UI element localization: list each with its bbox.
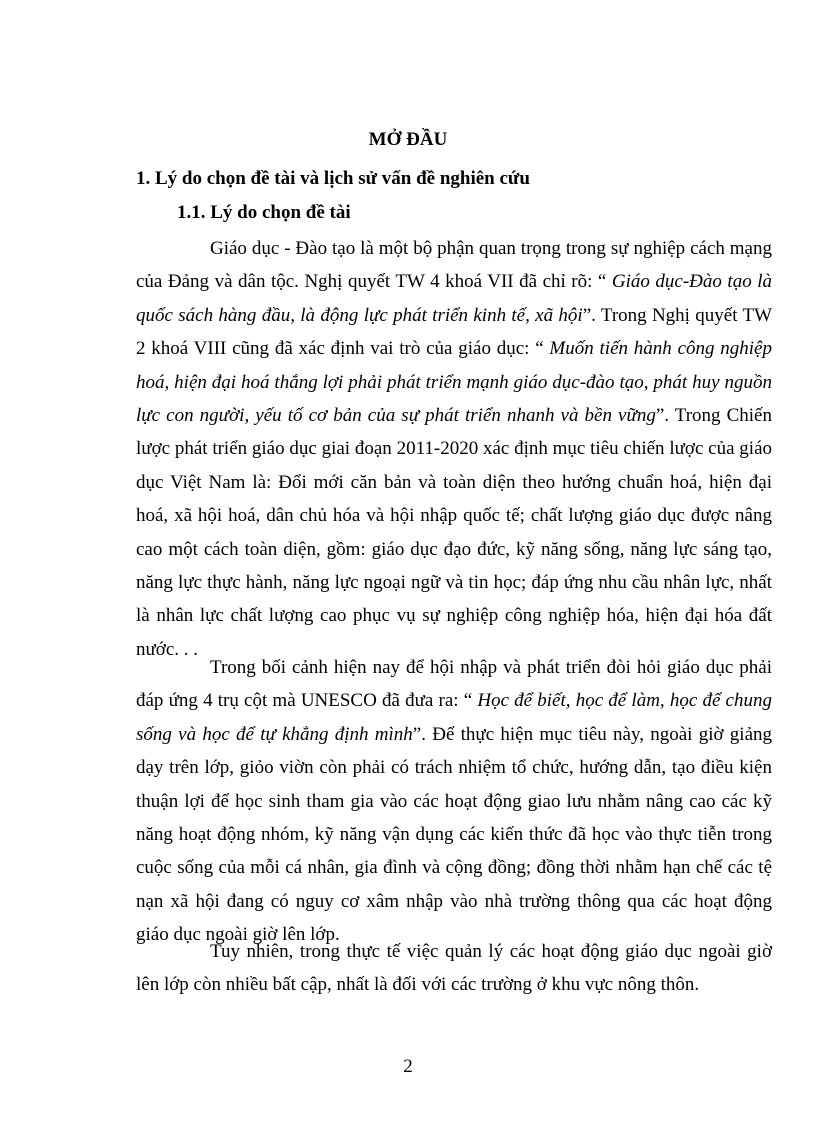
paragraph-1-text-2: ”. Trong Nghị quyết TW 2 khoá VIII cũng đã xác định vai trò của giáo dục: “: [136, 304, 772, 360]
paragraph-2-text-2: ”. Để thực hiện mục tiêu này, ngoài giờ giảng dạy trên lớp, giỏo viờn còn phải có trách nhiệm tổ chức, hướng dẫn, tạo điều kiện thuận lợi để học sinh tham gia vào các hoạt động giao lưu nhằm nâng cao các kỹ năng hoạt động nhóm, kỹ năng vận dụng các kiến thức đã học vào thực tiễn trong cuộc sống của mỗi cá nhân, gia đình và cộng đồng; đồng thời nhằm hạn chế các tệ nạn xã hội đang có nguy cơ xâm nhập vào nhà trường thông qua các hoạt động giáo dục ngoài giờ lên lớp.: [136, 723, 772, 946]
section-heading: 1. Lý do chọn đề tài và lịch sử vấn đề nghiên cứu: [136, 168, 530, 189]
paragraph-1-quote-2: Muốn tiến hành công nghiệp hoá, hiện đại hoá thắng lợi phải phát triển mạnh giáo dục-đào tạo, phát huy nguồn lực con người, yếu tố cơ bản của sự phát triển nhanh và bền vững: [136, 338, 772, 427]
paragraph-2: [136, 651, 772, 952]
page-number: 2: [403, 1056, 413, 1077]
paragraph-1-text-1: Giáo dục - Đào tạo là một bộ phận quan trọng trong sự nghiệp cách mạng của Đảng và dân tộc. Nghị quyết TW 4 khoá VII đã chỉ rõ: “: [136, 238, 772, 293]
paragraph-3-text-1: Tuy nhiên, trong thực tế việc quản lý các hoạt động giáo dục ngoài giờ lên lớp còn nhiều bất cập, nhất là đối với các trường ở khu vực nông thôn.: [136, 941, 772, 996]
subsection-heading: 1.1. Lý do chọn đề tài: [177, 202, 351, 223]
paragraph-1-quote-1: Giáo dục-Đào tạo là quốc sách hàng đầu, là động lực phát triển kinh tế, xã hội: [136, 271, 772, 326]
paragraph-1-text-3: ”. Trong Chiến lược phát triển giáo dục giai đoạn 2011-2020 xác định mục tiêu chiến lược của giáo dục Việt Nam là: Đổi mới căn bản và toàn diện theo hướng chuẩn hoá, hiện đại hoá, xã hội hoá, dân chủ hóa và hội nhập quốc tế; chất lượng giáo dục được nâng cao một cách toàn diện, gồm: giáo dục đạo đức, kỹ năng sống, năng lực sáng tạo, năng lực thực hành, năng lực ngoại ngữ và tin học; đáp ứng nhu cầu nhân lực, nhất là nhân lực chất lượng cao phục vụ sự nghiệp công nghiệp hóa, hiện đại hóa đất nước. . .: [136, 405, 772, 660]
paragraph-3: [136, 935, 772, 1002]
paragraph-1: [136, 232, 772, 666]
paragraph-2-text-1: Trong bối cảnh hiện nay để hội nhập và phát triển đòi hỏi giáo dục phải đáp ứng 4 trụ cột mà UNESCO đã đưa ra: “: [136, 657, 772, 712]
paragraph-2-quote-1: Học để biết, học để làm, học để chung sống và học để tự khẳng định mình: [136, 690, 772, 745]
page-title: MỞ ĐẦU: [368, 129, 448, 150]
